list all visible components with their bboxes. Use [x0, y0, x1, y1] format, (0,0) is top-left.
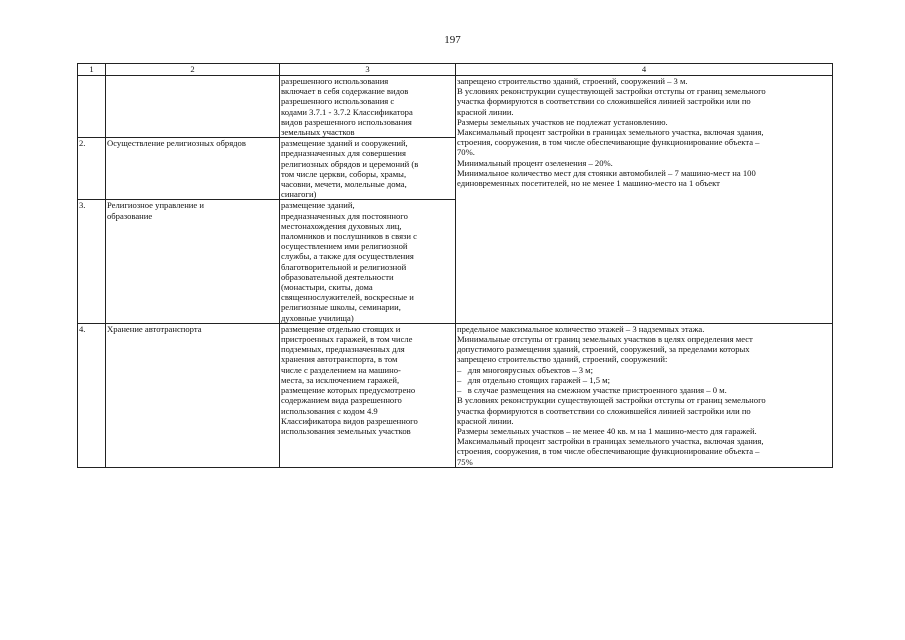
use-name-text: Религиозное управление и образование [107, 200, 204, 221]
bullet-line: – для отдельно стоящих гаражей – 1,5 м; [457, 374, 610, 385]
text-line: места, за исключением гаражей, [281, 374, 400, 385]
text-line: (монастыри, скиты, дома [281, 282, 373, 293]
text-line: участка формируются в соответствии со сложившейся линией застройки или по [457, 96, 751, 107]
row-number: 2. [78, 138, 106, 200]
text-line: синагоги) [281, 189, 317, 200]
text-line: содержанием вида разрешенного [281, 395, 402, 406]
table-header-row [78, 64, 833, 76]
use-name: Хранение автотранспорта [106, 323, 280, 467]
text-line: хранения автотранспорта, в том [281, 354, 398, 365]
text-line: красной линии. [457, 415, 514, 426]
text-line: Размеры земельных участков не подлежат установлению. [457, 116, 668, 127]
use-name [106, 138, 280, 200]
table-row [78, 323, 833, 467]
text-line: разрешенного использования с [281, 96, 395, 107]
bullet-line: – в случае размещения на смежном участке пристроенного здания – 0 м. [457, 385, 727, 396]
column-header-4: 4 [456, 64, 833, 76]
column-header-1: 1 [78, 64, 106, 76]
text-line: видов разрешенного использования [281, 116, 412, 127]
text-line: В условиях реконструкции существующей застройки отступы от границ земельного [457, 86, 766, 97]
land-use-table [77, 63, 833, 468]
text-line: числе с разделением на машино- [281, 364, 401, 375]
text-line: земельных участков [281, 127, 355, 138]
text-line: строения, сооружения, в том числе обеспечивающие функционирование объекта – [457, 446, 760, 457]
text-line: размещение которых предусмотрено [281, 385, 416, 396]
text-line: службы, а также для осуществления [281, 251, 414, 262]
table-row-continuation [78, 76, 833, 138]
text-line: единовременных посетителей, но не менее 1 машино-место на 1 объект [457, 178, 720, 189]
text-line: Максимальный процент застройки в границах земельного участка, включая здания, [457, 436, 764, 447]
row-number: 4. [78, 323, 106, 467]
text-line: пристроенных гаражей, в том числе [281, 334, 413, 345]
text-line: строения, сооружения, в том числе обеспечивающие функционирование объекта – [457, 137, 760, 148]
text-line: размещение отдельно стоящих и [281, 323, 401, 334]
use-name [106, 76, 280, 138]
text-line: предназначенных для совершения [281, 148, 406, 159]
column-header-2: 2 [106, 64, 280, 76]
use-description [280, 76, 456, 138]
text-line: размещение зданий, [281, 200, 355, 211]
text-line: В условиях реконструкции существующей застройки отступы от границ земельного [457, 395, 766, 406]
row-number: 3. [78, 200, 106, 323]
text-line: Минимальный процент озеленения – 20%. [457, 157, 613, 168]
text-line: запрещено строительство зданий, строений, сооружений – 3 м. [457, 76, 688, 86]
use-description [280, 200, 456, 323]
text-line: осуществлением ими религиозной [281, 241, 408, 252]
text-line: красной линии. [457, 106, 514, 117]
page-number: 197 [444, 34, 461, 46]
bullet-line: – для многоярусных объектов – 3 м; [457, 364, 593, 375]
text-line: Минимальное количество мест для стоянки автомобилей – 7 машино-мест на 100 [457, 167, 756, 178]
text-line: предназначенных для постоянного [281, 210, 408, 221]
use-parameters [456, 323, 833, 467]
text-line: образовательной деятельности [281, 271, 394, 282]
text-line: 75% [457, 456, 473, 467]
text-line: благотворительной и религиозной [281, 261, 407, 272]
text-line: Минимальные отступы от границ земельных участков в целях определения мест [457, 334, 753, 345]
text-line: запрещено строительство зданий, строений, сооружений: [457, 354, 668, 365]
text-line: религиозные школы, семинарии, [281, 302, 401, 313]
text-line: духовные училища) [281, 312, 354, 323]
text-line: кодами 3.7.1 - 3.7.2 Классификатора [281, 106, 413, 117]
text-line: 70%. [457, 147, 475, 158]
text-line: священнослужителей, воскресные и [281, 292, 414, 303]
column-header-3: 3 [280, 64, 456, 76]
text-line: местонахождения духовных лиц, [281, 220, 402, 231]
use-name [106, 200, 280, 323]
text-line: том числе церкви, соборы, храмы, [281, 168, 407, 179]
use-description [280, 323, 456, 467]
text-line: Размеры земельных участков – не менее 40 кв. м на 1 машино-место для гаражей. [457, 425, 757, 436]
text-line: размещение зданий и сооружений, [281, 138, 408, 149]
text-line: включает в себя содержание видов [281, 86, 409, 97]
text-line: подземных, предназначенных для [281, 344, 405, 355]
text-line: использования с кодом 4.9 [281, 405, 378, 416]
use-name-text: Осуществление религиозных обрядов [107, 138, 246, 149]
use-parameters [456, 76, 833, 324]
text-line: предельное максимальное количество этажей – 3 надземных этажа. [457, 323, 705, 334]
text-line: использования земельных участков [281, 425, 411, 436]
text-line: разрешенного использования [281, 76, 389, 86]
text-line: Максимальный процент застройки в границах земельного участка, включая здания, [457, 127, 764, 138]
text-line: паломников и послушников в связи с [281, 231, 417, 242]
text-line: часовни, мечети, молельные дома, [281, 179, 407, 190]
text-line: участка формируются в соответствии со сложившейся линией застройки или по [457, 405, 751, 416]
text-line: допустимого размещения зданий, строений, сооружений, за пределами которых [457, 344, 750, 355]
use-description [280, 138, 456, 200]
text-line: Классификатора видов разрешенного [281, 415, 418, 426]
text-line: религиозных обрядов и церемоний (в [281, 158, 419, 169]
row-number [78, 76, 106, 138]
